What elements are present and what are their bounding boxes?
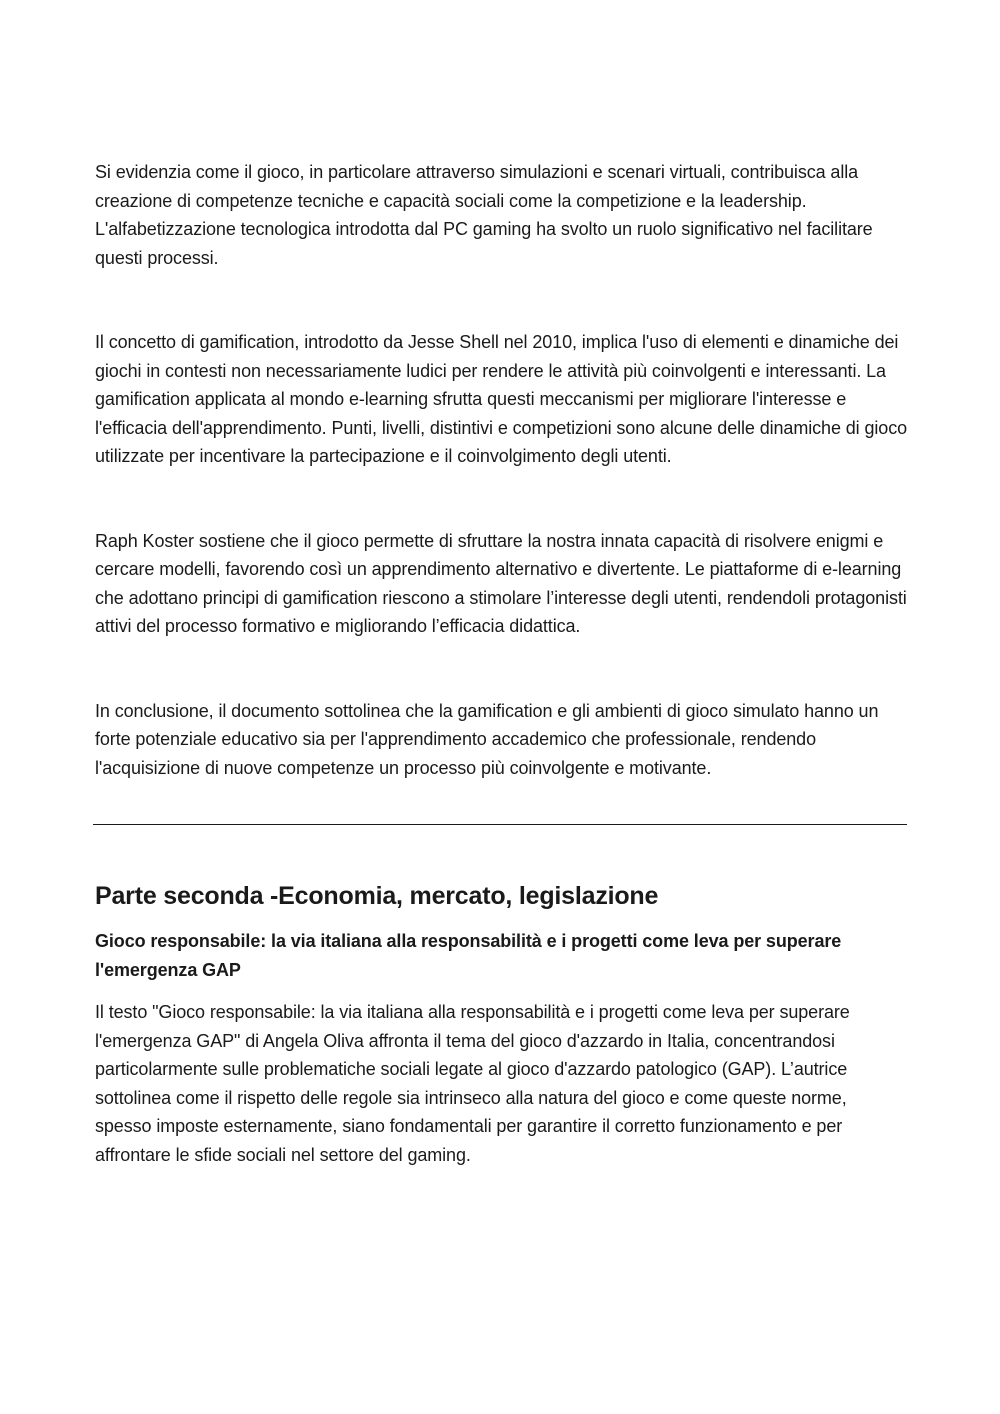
horizontal-divider [93, 824, 907, 825]
paragraph-raph-koster: Raph Koster sostiene che il gioco permette di sfruttare la nostra innata capacità di risolvere enigmi e cercare modelli, favorendo così un apprendimento alternativo e divertente. Le piattaforme di e-learning che adottano principi di gamification riescono a stimolare l’interesse degli utenti, rendendoli protagonisti attivi del processo formativo e migliorando l’efficacia didattica. [95, 530, 907, 636]
paragraph-gamification-concept: Il concetto di gamification, introdotto da Jesse Shell nel 2010, implica l'uso di elementi e dinamiche dei giochi in contesti non necessariamente ludici per rendere le attività più coinvolgenti e interessanti. La gamification applicata al mondo e-learning sfrutta questi meccanismi per migliorare l'interesse e l'efficacia dell'apprendimento. Punti, livelli, distintivi e competizioni sono alcune delle dinamiche di gioco utilizzate per incentivare la partecipazione e il coinvolgimento degli utenti. [95, 332, 907, 466]
section-subheading: Gioco responsabile: la via italiana alla responsabilità e i progetti come leva per superare l'emergenza GAP [95, 931, 842, 980]
section-heading: Parte seconda -Economia, mercato, legislazione [95, 882, 659, 910]
page-content [95, 158, 907, 1169]
paragraph-gioco-responsabile: Il testo "Gioco responsabile: la via italiana alla responsabilità e i progetti come leva per superare l'emergenza GAP" di Angela Oliva affronta il tema del gioco d'azzardo in Italia, concentrandosi particolarmente sulle problematiche sociali legate al gioco d'azzardo patologico (GAP). L’autrice sottolinea come il rispetto delle regole sia intrinseco alla natura del gioco e come queste norme, spesso imposte esternamente, siano fondamentali per garantire il corretto funzionamento e per affrontare le sfide sociali nel settore del gaming. [95, 1002, 850, 1165]
paragraph-simulation-skills: Si evidenzia come il gioco, in particolare attraverso simulazioni e scenari virtuali, contribuisca alla creazione di competenze tecniche e capacità sociali come la competizione e la leadership. L'alfabetizzazione tecnologica introdotta dal PC gaming ha svolto un ruolo significativo nel facilitare questi processi. [95, 162, 873, 268]
paragraph-conclusion: In conclusione, il documento sottolinea che la gamification e gli ambienti di gioco simulato hanno un forte potenziale educativo sia per l'apprendimento accademico che professionale, rendendo l'acquisizione di nuove competenze un processo più coinvolgente e motivante. [95, 700, 879, 778]
